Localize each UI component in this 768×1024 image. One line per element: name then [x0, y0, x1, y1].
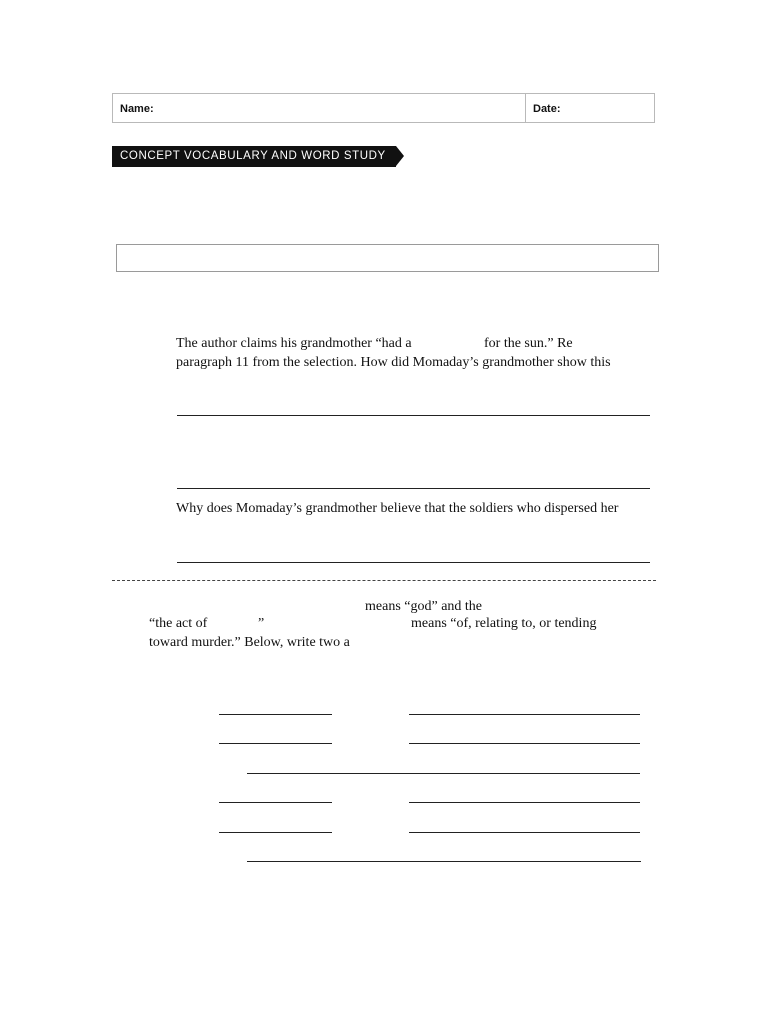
word-study-line2-end: means “of, relating to, or tending	[411, 616, 597, 631]
word-line-3[interactable]	[219, 802, 332, 803]
word-study-line1: means “god” and the	[365, 599, 483, 614]
word-line-2[interactable]	[219, 743, 332, 744]
section-banner-title: CONCEPT VOCABULARY AND WORD STUDY	[120, 150, 386, 162]
word-line-4[interactable]	[219, 832, 332, 833]
word-study-line2-quote: ”	[258, 616, 265, 631]
question2-text: Why does Momaday’s grandmother believe that the soldiers who dispersed her	[176, 501, 619, 516]
question1-text-line2: paragraph 11 from the selection. How did Momaday’s grandmother show this	[176, 355, 611, 370]
name-date-divider	[525, 93, 526, 123]
sentence-line-1[interactable]	[247, 773, 640, 774]
dashed-separator	[112, 580, 656, 581]
definition-line-3[interactable]	[409, 802, 640, 803]
word-study-line3: toward murder.” Below, write two a	[149, 635, 350, 650]
name-field[interactable]	[160, 96, 520, 120]
word-study-line2-start: “the act of	[149, 616, 208, 631]
answer-line-1[interactable]	[177, 415, 650, 416]
answer-line-2[interactable]	[177, 488, 650, 489]
answer-line-3[interactable]	[177, 562, 650, 563]
question1-text-end: for the sun.” Re	[484, 336, 573, 351]
definition-line-1[interactable]	[409, 714, 640, 715]
date-field[interactable]	[566, 96, 651, 120]
section-banner	[112, 146, 396, 167]
word-line-1[interactable]	[219, 714, 332, 715]
sentence-line-2[interactable]	[247, 861, 641, 862]
banner-arrow-tip	[396, 146, 404, 166]
word-bank-box	[116, 244, 659, 272]
question1-text-start: The author claims his grandmother “had a	[176, 336, 412, 351]
date-label: Date:	[533, 103, 561, 115]
definition-line-4[interactable]	[409, 832, 640, 833]
name-label: Name:	[120, 103, 154, 115]
definition-line-2[interactable]	[409, 743, 640, 744]
